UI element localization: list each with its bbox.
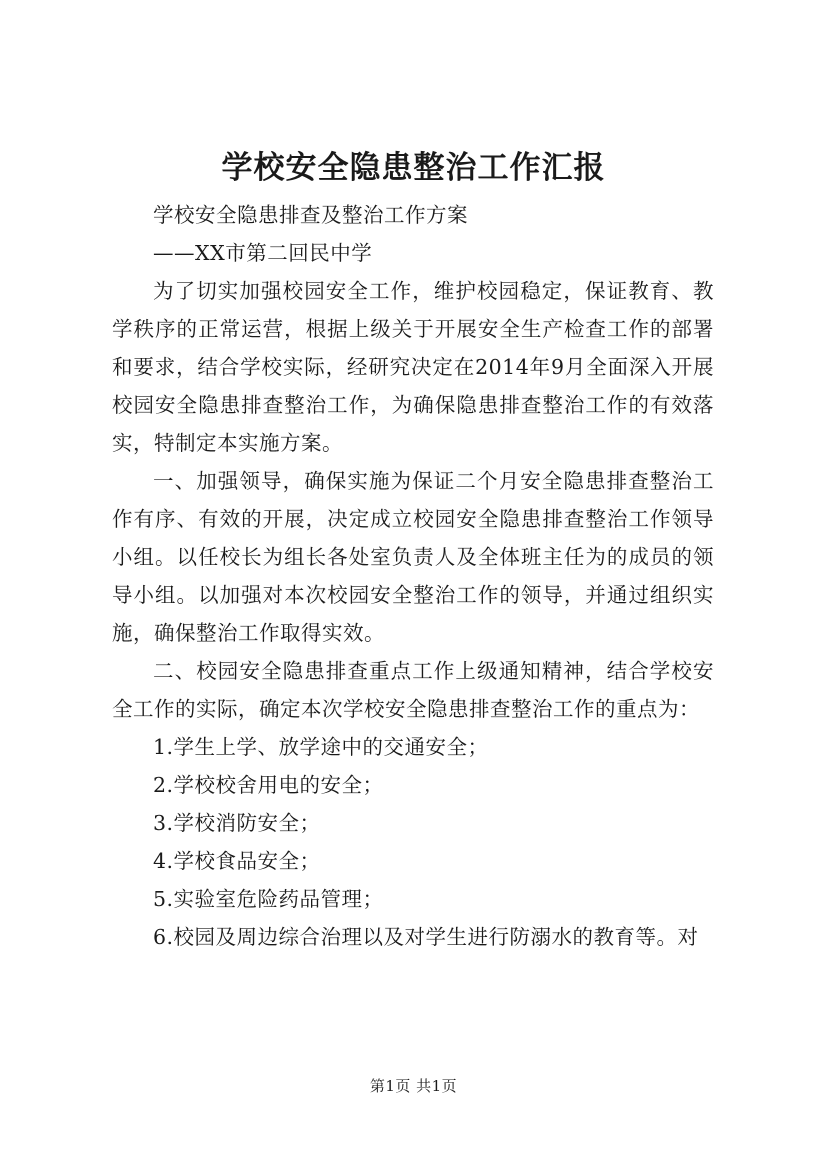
list-item-3: 3.学校消防安全；	[153, 811, 321, 835]
paragraph-leadership: 一、加强领导，确保实施为保证二个月安全隐患排查整治工作有序、有效的开展，决定成立校园安全隐患排查整治工作领导小组。以任校长为组长各处室负责人及全体班主任为的成员的领导小组。以加强对本次校园安全整治工作的领导，并通过组织实施，确保整治工作取得实效。	[112, 469, 714, 645]
page-footer: 第1页 共1页	[369, 1077, 458, 1095]
list-item-2: 2.学校校舍用电的安全；	[153, 773, 384, 797]
document-title: 学校安全隐患整治工作汇报	[221, 150, 606, 186]
list-item-1: 1.学生上学、放学途中的交通安全；	[153, 735, 489, 759]
list-item-5: 5.实验室危险药品管理；	[153, 887, 384, 911]
paragraph-intro: 为了切实加强校园安全工作，维护校园稳定，保证教育、教学秩序的正常运营，根据上级关于开展安全生产检查工作的部署和要求，结合学校实际，经研究决定在2014年9月全面深入开展校园安全隐患排查整治工作，为确保隐患排查整治工作的有效落实，特制定本实施方案。	[112, 279, 714, 455]
paragraph-key-work: 二、校园安全隐患排查重点工作上级通知精神，结合学校安全工作的实际，确定本次学校安全隐患排查整治工作的重点为：	[112, 659, 714, 721]
subtitle: 学校安全隐患排查及整治工作方案	[153, 203, 468, 227]
school-name: ——XX市第二回民中学	[153, 241, 373, 265]
document-body	[112, 196, 714, 956]
list-item-6: 6.校园及周边综合治理以及对学生进行防溺水的教育等。对	[153, 925, 699, 949]
list-item-4: 4.学校食品安全；	[153, 849, 321, 873]
